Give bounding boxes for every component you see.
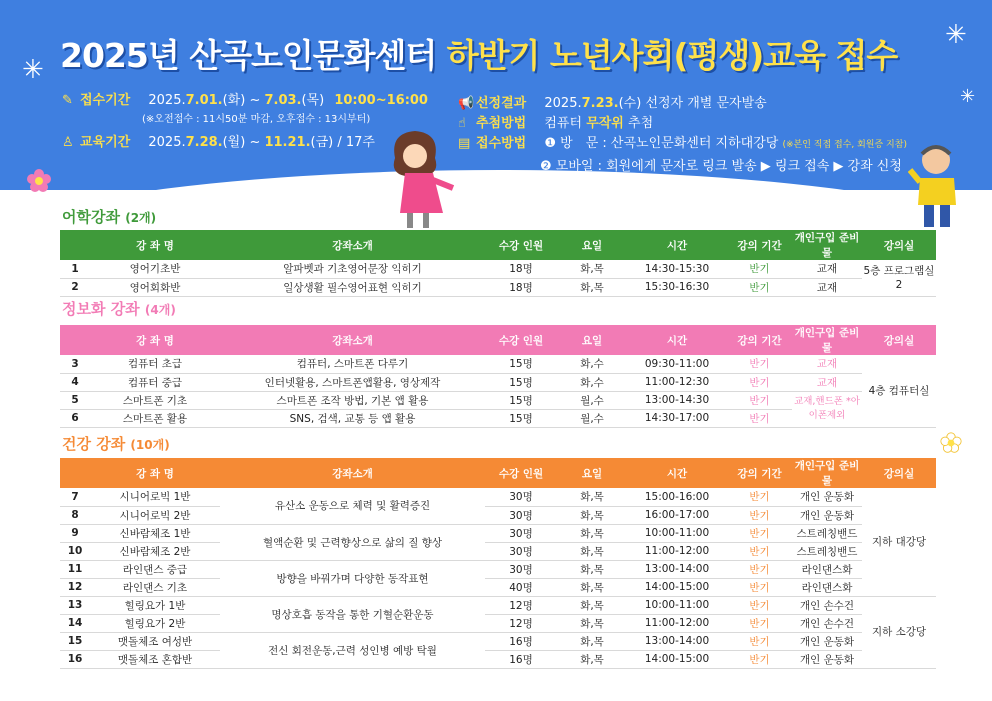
table-cell: 화,수 [557, 373, 627, 391]
selection-result [458, 92, 767, 111]
table-cell: 유산소 운동으로 체력 및 활력증진 [220, 488, 485, 524]
table-cell: 반기 [727, 578, 792, 596]
column-header: 시간 [627, 325, 727, 355]
table-row [60, 578, 936, 596]
table-cell: 맷돌체조 혼합반 [90, 650, 220, 668]
table-cell: 인터넷활용, 스마트폰앱활용, 영상제작 [220, 373, 485, 391]
table-cell: 9 [60, 524, 90, 542]
column-header: 시간 [627, 458, 727, 488]
table-cell: 30명 [485, 524, 557, 542]
column-header [60, 325, 90, 355]
column-header: 강의 기간 [727, 230, 792, 260]
table-cell: 12 [60, 578, 90, 596]
table-cell: 11:00-12:00 [627, 542, 727, 560]
classroom-cell: 지하 대강당 [862, 488, 936, 596]
table-cell: 16 [60, 650, 90, 668]
table-row [60, 632, 936, 650]
info-text: 추첨 [623, 116, 654, 131]
info-text: 정보화 강좌 [62, 300, 140, 318]
table-row [60, 488, 936, 506]
table-cell: 개인 운동화 [792, 632, 862, 650]
table-cell: 스마트폰 조작 방법, 기본 앱 활용 [220, 391, 485, 409]
info-text: 추첨방법 [476, 116, 527, 131]
title-highlight: 하반기 노년사회(평생)교육 접수 [446, 36, 898, 75]
info-text: 2025. [544, 96, 582, 111]
table-cell: 30명 [485, 542, 557, 560]
column-header: 개인구입 준비물 [792, 230, 862, 260]
table-cell: 라인댄스화 [792, 578, 862, 596]
table-cell: 10 [60, 542, 90, 560]
table-cell: 혈액순환 및 근력향상으로 삶의 질 향상 [220, 524, 485, 560]
table-cell: 5 [60, 391, 90, 409]
language-course-table [60, 230, 936, 297]
classroom-cell: 4층 컴퓨터실 [862, 355, 936, 427]
page-title [60, 30, 897, 77]
education-period [62, 131, 375, 150]
classroom-cell: 지하 소강당 [862, 596, 936, 668]
column-header: 강의 기간 [727, 325, 792, 355]
info-text: (목) [301, 93, 325, 108]
info-text: 건강 강좌 [62, 435, 126, 453]
table-cell: 반기 [727, 560, 792, 578]
table-cell: 화,목 [557, 524, 627, 542]
table-cell: 3 [60, 355, 90, 373]
info-text: (10개) [130, 438, 170, 452]
info-text: 7.03. [264, 93, 302, 108]
table-cell: 14:00-15:00 [627, 650, 727, 668]
info-text: (4개) [144, 303, 176, 317]
person-icon: ♙ [62, 135, 74, 150]
table-cell: 컴퓨터 초급 [90, 355, 220, 373]
column-header: 요일 [557, 325, 627, 355]
info-text: 7.23. [581, 96, 619, 111]
table-cell: 반기 [727, 391, 792, 409]
table-cell: 화,목 [557, 542, 627, 560]
table-cell: 반기 [727, 632, 792, 650]
table-row [60, 614, 936, 632]
table-cell: 4 [60, 373, 90, 391]
info-text: (2개) [125, 211, 157, 225]
table-cell: 개인 손수건 [792, 614, 862, 632]
flower-icon [26, 168, 52, 194]
table-cell: 15명 [485, 355, 557, 373]
column-header: 강의 기간 [727, 458, 792, 488]
column-header: 강의실 [862, 230, 936, 260]
table-row [60, 506, 936, 524]
table-cell: 반기 [727, 596, 792, 614]
table-cell: 8 [60, 506, 90, 524]
table-row [60, 391, 936, 409]
table-cell: 화,목 [557, 506, 627, 524]
table-cell: 전신 회전운동,근력 성인병 예방 탁월 [220, 632, 485, 668]
table-cell: 30명 [485, 506, 557, 524]
table-cell: 신바람체조 2반 [90, 542, 220, 560]
draw-method [458, 112, 653, 131]
table-cell: 라인댄스 중급 [90, 560, 220, 578]
table-cell: 14:30-17:00 [627, 409, 727, 427]
info-text: 교육기간 [80, 135, 131, 150]
table-cell: 7 [60, 488, 90, 506]
table-cell: 시니어로빅 1반 [90, 488, 220, 506]
table-cell: 15명 [485, 373, 557, 391]
table-cell: 12명 [485, 614, 557, 632]
table-cell: 화,목 [557, 650, 627, 668]
table-cell: 컴퓨터 중급 [90, 373, 220, 391]
table-cell: 15 [60, 632, 90, 650]
document-icon: ▤ [458, 136, 471, 151]
table-row [60, 278, 936, 296]
column-header: 요일 [557, 230, 627, 260]
hand-icon: ☝ [458, 116, 466, 131]
table-cell: 16명 [485, 650, 557, 668]
table-cell: 10:00-11:00 [627, 596, 727, 614]
column-header: 개인구입 준비물 [792, 458, 862, 488]
table-cell: 11 [60, 560, 90, 578]
table-cell: 화,목 [557, 488, 627, 506]
table-row [60, 373, 936, 391]
reception-note: (※오전접수 : 11시50분 마감, 오후접수 : 13시부터) [142, 114, 371, 125]
table-row [60, 260, 936, 278]
section-title-health [62, 433, 170, 454]
info-text: 접수기간 [80, 93, 131, 108]
info-text: 2025. [148, 135, 186, 150]
column-header: 수강 인원 [485, 325, 557, 355]
info-text: 선정결과 [476, 96, 527, 111]
table-cell: 교재 [792, 260, 862, 278]
info-text: 2025. [148, 93, 186, 108]
column-header: 강의실 [862, 325, 936, 355]
grandmother-illustration [385, 128, 460, 233]
table-cell: 개인 운동화 [792, 650, 862, 668]
table-cell: 영어기초반 [90, 260, 220, 278]
table-cell: 스마트폰 기초 [90, 391, 220, 409]
megaphone-icon: 📢 [458, 96, 475, 111]
table-cell: 반기 [727, 278, 792, 296]
table-cell: 09:30-11:00 [627, 355, 727, 373]
table-cell: 반기 [727, 614, 792, 632]
table-cell: 14 [60, 614, 90, 632]
column-header: 강좌소개 [220, 458, 485, 488]
table-cell: 11:00-12:30 [627, 373, 727, 391]
table-cell: 반기 [727, 488, 792, 506]
info-text: 11.21. [264, 135, 311, 150]
table-cell: 14:00-15:00 [627, 578, 727, 596]
info-text: 어학강좌 [62, 208, 120, 226]
table-row [60, 524, 936, 542]
table-cell: 반기 [727, 409, 792, 427]
table-cell: 신바람체조 1반 [90, 524, 220, 542]
table-cell: 개인 운동화 [792, 488, 862, 506]
table-cell: SNS, 검색, 교통 등 앱 활용 [220, 409, 485, 427]
section-title-info [62, 298, 176, 319]
column-header: 강좌소개 [220, 325, 485, 355]
table-cell: 반기 [727, 355, 792, 373]
table-cell: 12명 [485, 596, 557, 614]
table-cell: 반기 [727, 260, 792, 278]
table-cell: 알파벳과 기초영어문장 익히기 [220, 260, 485, 278]
table-cell: 반기 [727, 373, 792, 391]
sparkle-icon: ✳ [960, 86, 976, 107]
table-cell: 15:00-16:00 [627, 488, 727, 506]
column-header [60, 230, 90, 260]
sparkle-icon: ✳ [945, 20, 967, 50]
column-header: 강의실 [862, 458, 936, 488]
table-cell: 화,목 [557, 278, 627, 296]
table-cell: 컴퓨터, 스마트폰 다루기 [220, 355, 485, 373]
table-cell: 교재 [792, 373, 862, 391]
table-cell: 15:30-16:30 [627, 278, 727, 296]
table-cell: 방향을 바꿔가며 다양한 동작표현 [220, 560, 485, 596]
table-cell: 13 [60, 596, 90, 614]
section-title-language [62, 206, 156, 227]
table-cell: 6 [60, 409, 90, 427]
column-header [60, 458, 90, 488]
info-text: (금) / 17주 [310, 135, 375, 150]
column-header: 수강 인원 [485, 458, 557, 488]
info-text: 7.28. [185, 135, 223, 150]
column-header: 개인구입 준비물 [792, 325, 862, 355]
title-main: 2025년 산곡노인문화센터 [60, 36, 437, 75]
info-text: (※본인 직접 접수, 회원증 지참) [782, 140, 907, 150]
table-cell: 화,목 [557, 596, 627, 614]
table-cell: 화,목 [557, 614, 627, 632]
table-header [60, 458, 936, 488]
table-cell: 시니어로빅 2반 [90, 506, 220, 524]
column-header: 강 좌 명 [90, 230, 220, 260]
table-cell: 16:00-17:00 [627, 506, 727, 524]
table-cell: 30명 [485, 560, 557, 578]
table-cell: 13:00-14:00 [627, 560, 727, 578]
column-header: 강 좌 명 [90, 458, 220, 488]
table-cell: 일상생활 필수영어표현 익히기 [220, 278, 485, 296]
column-header: 수강 인원 [485, 230, 557, 260]
table-cell: 교재 [792, 355, 862, 373]
info-text: 컴퓨터 [544, 116, 587, 131]
table-cell: 명상호흡 동작을 통한 기혈순환운동 [220, 596, 485, 632]
table-cell: 맷돌체조 여성반 [90, 632, 220, 650]
table-cell: 스마트폰 활용 [90, 409, 220, 427]
table-cell: 13:00-14:30 [627, 391, 727, 409]
table-row [60, 355, 936, 373]
table-cell: 월,수 [557, 391, 627, 409]
table-cell: 반기 [727, 650, 792, 668]
table-header [60, 325, 936, 355]
table-cell: 개인 운동화 [792, 506, 862, 524]
table-cell: 스트레칭밴드 [792, 524, 862, 542]
table-cell: 11:00-12:00 [627, 614, 727, 632]
column-header: 시간 [627, 230, 727, 260]
table-cell: 1 [60, 260, 90, 278]
table-cell: 2 [60, 278, 90, 296]
table-cell: 반기 [727, 506, 792, 524]
table-cell: 13:00-14:00 [627, 632, 727, 650]
apply-method [458, 132, 907, 151]
table-cell: 라인댄스화 [792, 560, 862, 578]
table-cell: 10:00-11:00 [627, 524, 727, 542]
table-cell: 18명 [485, 278, 557, 296]
table-cell: 16명 [485, 632, 557, 650]
table-cell: 반기 [727, 524, 792, 542]
info-text: (월) ~ [222, 135, 265, 150]
pencil-icon: ✎ [62, 93, 73, 108]
table-cell: 14:30-15:30 [627, 260, 727, 278]
prep-merged-cell: 교재,핸드폰 *아이폰제외 [792, 391, 862, 427]
table-cell: 월,수 [557, 409, 627, 427]
info-text: 7.01. [185, 93, 223, 108]
column-header: 강좌소개 [220, 230, 485, 260]
table-cell: 힐링요가 2반 [90, 614, 220, 632]
table-row [60, 560, 936, 578]
table-cell: 화,목 [557, 578, 627, 596]
table-cell: 화,목 [557, 560, 627, 578]
table-cell: 15명 [485, 409, 557, 427]
apply-method-mobile: ❷ 모바일 : 회원에게 문자로 링크 발송 ▶ 링크 접속 ▶ 강좌 신청 [540, 159, 902, 174]
info-text: (수) 선정자 개별 문자발송 [618, 96, 767, 111]
info-text: 무작위 [586, 116, 624, 131]
table-cell: 화,수 [557, 355, 627, 373]
table-cell: 화,목 [557, 260, 627, 278]
table-cell: 반기 [727, 542, 792, 560]
table-cell: 18명 [485, 260, 557, 278]
table-row [60, 542, 936, 560]
table-cell: 라인댄스 기초 [90, 578, 220, 596]
table-row [60, 596, 936, 614]
column-header: 강 좌 명 [90, 325, 220, 355]
health-course-table [60, 458, 936, 669]
sparkle-icon: ✳ [22, 55, 44, 85]
table-cell: 개인 손수건 [792, 596, 862, 614]
table-cell: 15명 [485, 391, 557, 409]
table-header [60, 230, 936, 260]
table-cell: 화,목 [557, 632, 627, 650]
table-cell: 스트레칭밴드 [792, 542, 862, 560]
table-cell: 교재 [792, 278, 862, 296]
table-cell: 힐링요가 1반 [90, 596, 220, 614]
info-text: (화) ~ [222, 93, 265, 108]
info-course-table [60, 325, 936, 428]
column-header: 요일 [557, 458, 627, 488]
grandfather-illustration [908, 140, 968, 235]
table-cell: 30명 [485, 488, 557, 506]
flower-icon [940, 432, 962, 454]
info-text: 10:00~16:00 [334, 93, 428, 108]
classroom-cell: 5층 프로그램실 2 [862, 260, 936, 296]
table-cell: 영어회화반 [90, 278, 220, 296]
table-cell: 40명 [485, 578, 557, 596]
info-text: ❶ 방 문 : 산곡노인문화센터 지하대강당 [544, 136, 779, 151]
reception-period [62, 89, 428, 108]
table-row [60, 650, 936, 668]
info-text: 접수방법 [476, 136, 527, 151]
